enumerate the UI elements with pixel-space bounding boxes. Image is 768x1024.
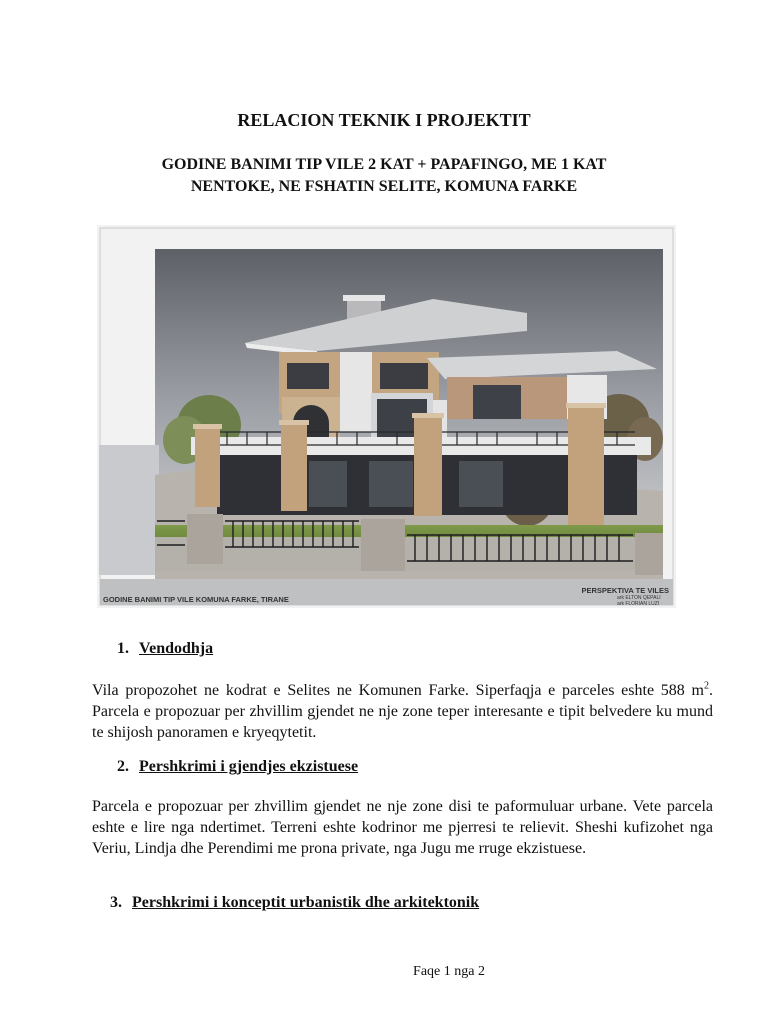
figure-caption-left: GODINE BANIMI TIP VILE KOMUNA FARKE, TIRANE <box>103 595 289 604</box>
subtitle-line-2: NENTOKE, NE FSHATIN SELITE, KOMUNA FARKE <box>190 178 578 195</box>
paragraph-text: Vila propozohet ne kodrat e Selites ne Komunen Farke. Siperfaqja e parceles eshte 588 m <box>92 682 704 699</box>
section-heading-3 <box>110 894 479 912</box>
section-title: Vendodhja <box>139 640 214 657</box>
section-heading-1 <box>117 640 213 658</box>
figure-caption-right-title: PERSPEKTIVA TE VILES <box>581 586 669 595</box>
figure-caption-right-author-2: ark FLORIAN LUZI <box>617 601 660 607</box>
section-number: 3. <box>110 894 122 911</box>
section-1-paragraph <box>92 680 713 743</box>
section-number: 2. <box>117 758 129 775</box>
section-heading-2 <box>117 758 358 776</box>
superscript: 2 <box>704 680 709 692</box>
section-title: Pershkrimi i gjendjes ekzistuese <box>139 758 359 775</box>
figure-caption-right-author-1: ark ELTON QEPALI <box>617 595 661 601</box>
subtitle-line-1: GODINE BANIMI TIP VILE 2 KAT + PAPAFINGO, ME 1 KAT <box>161 156 607 173</box>
page-footer: Faqe 1 nga 2 <box>413 964 485 979</box>
section-number: 1. <box>117 640 129 657</box>
paragraph-text: . Parcela e propozuar per zhvillim gjendet ne nje zone teper interesante e tipit belvedere ku mund te shijosh panoramen e kryeqytetit. <box>92 682 713 741</box>
section-title: Pershkrimi i konceptit urbanistik dhe arkitektonik <box>132 894 480 911</box>
villa-rendering-image <box>97 225 676 608</box>
document-subtitle <box>0 154 768 198</box>
document-title: RELACION TEKNIK I PROJEKTIT <box>237 110 531 130</box>
section-2-paragraph: Parcela e propozuar per zhvillim gjendet ne nje zone disi te paformuluar urbane. Vete parcela eshte e lire nga ndertimet. Terreni eshte kodrinor me pjerresi te relievit. Sheshi kufizohet nga Veriu, Lindja dhe Perendimi me prona private, nga Jugu me rruge ekzistuese. <box>92 798 713 857</box>
